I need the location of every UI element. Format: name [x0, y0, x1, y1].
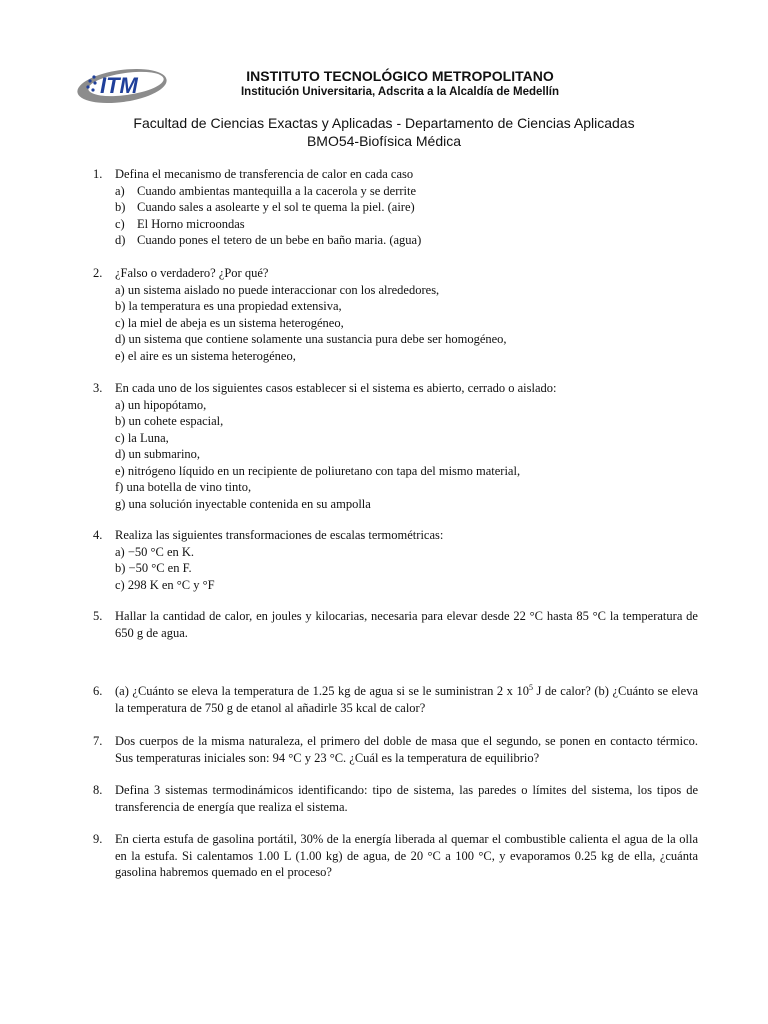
sub-item: a) un hipopótamo,	[115, 397, 207, 412]
question-text-part: J de calor? (b) ¿Cuánto se eleva la temperatura de 750 g de etanol al añadirle 35 kcal de calor?	[115, 684, 698, 715]
sub-item-text: Cuando pones el tetero de un bebe en baño maria. (agua)	[137, 233, 422, 247]
sub-item-text: Cuando sales a asolearte y el sol te quema la piel. (aire)	[137, 200, 415, 214]
question-8	[93, 782, 698, 815]
question-3	[93, 380, 698, 512]
question-number: 2.	[93, 266, 103, 280]
institution-name: INSTITUTO TECNOLÓGICO METROPOLITANO	[246, 68, 554, 84]
sub-item: b) −50 °C en F.	[115, 561, 192, 575]
question-text-part: (a) ¿Cuánto se eleva la temperatura de 1.25 kg de agua si se le suministran 2 x 10	[115, 684, 529, 698]
course-title: BMO54-Biofísica Médica	[306, 133, 462, 149]
question-6	[93, 683, 698, 716]
question-4	[93, 527, 698, 593]
sub-item-label: c)	[115, 216, 125, 231]
question-text: Realiza las siguientes transformaciones de escalas termométricas:	[115, 528, 444, 542]
question-text: Dos cuerpos de la misma naturaleza, el primero del doble de masa que el segundo, se ponen en contacto térmico. Sus temperaturas iniciales son: 94 °C y 23 °C. ¿Cuál es la temperatura de equilibrio?	[115, 734, 698, 765]
question-text: Hallar la cantidad de calor, en joules y kilocarias, necesaria para elevar desde 22 °C hasta 85 °C la temperatura de 650 g de agua.	[115, 609, 698, 640]
sub-item: a) un sistema aislado no puede interaccionar con los alrededores,	[115, 282, 440, 297]
sub-item-label: b)	[115, 200, 126, 214]
exponent: 5	[528, 682, 533, 692]
question-text: En cada uno de los siguientes casos establecer si el sistema es abierto, cerrado o aislado:	[115, 381, 557, 395]
sub-item: b) un cohete espacial,	[115, 414, 224, 428]
sub-item-label: a)	[115, 183, 125, 198]
question-text: En cierta estufa de gasolina portátil, 30% de la energía liberada al quemar el combustible calienta el agua de la olla en la estufa. Si calentamos 1.00 L (1.00 kg) de agua, de 20 °C a 100 °C, y evaporamos 0.25 kg de ella, ¿cuánta gasolina habremos quemado en el proceso?	[115, 832, 698, 879]
question-number: 7.	[93, 734, 103, 748]
question-1	[93, 166, 698, 249]
question-number: 4.	[93, 528, 103, 542]
sub-item: d) un sistema que contiene solamente una sustancia pura debe ser homogéneo,	[115, 332, 507, 346]
sub-item: a) −50 °C en K.	[115, 544, 195, 559]
question-2	[93, 265, 698, 364]
itm-logo-graphic	[76, 64, 172, 106]
sub-item: f) una botella de vino tinto,	[115, 480, 252, 494]
question-number: 9.	[93, 832, 103, 846]
sub-item: e) el aire es un sistema heterogéneo,	[115, 348, 296, 363]
question-number: 1.	[93, 167, 103, 181]
sub-item-text: Cuando ambientas mantequilla a la cacerola y se derrite	[137, 183, 417, 198]
question-text: Defina 3 sistemas termodinámicos identificando: tipo de sistema, las paredes o límites del sistema, los tipos de transferencia de energía que realiza el sistema.	[115, 783, 698, 814]
itm-logo	[76, 64, 172, 106]
sub-item: g) una solución inyectable contenida en su ampolla	[115, 496, 371, 511]
question-text: ¿Falso o verdadero? ¿Por qué?	[115, 266, 269, 280]
logo-text: ITM	[100, 73, 138, 98]
sub-item: c) 298 K en °C y °F	[115, 577, 215, 592]
question-number: 6.	[93, 684, 103, 698]
sub-item	[115, 232, 698, 249]
question-number: 5.	[93, 609, 103, 623]
sub-item	[115, 183, 698, 200]
question-text	[115, 683, 698, 716]
question-5	[93, 608, 698, 641]
institution-subtitle: Institución Universitaria, Adscrita a la Alcaldía de Medellín	[240, 86, 560, 98]
sub-item: c) la Luna,	[115, 430, 169, 445]
question-9	[93, 831, 698, 881]
sub-item: b) la temperatura es una propiedad extensiva,	[115, 299, 342, 313]
sub-item	[115, 199, 698, 216]
question-text: Defina el mecanismo de transferencia de calor en cada caso	[115, 167, 414, 181]
sub-item-text: El Horno microondas	[137, 216, 245, 231]
sub-item: c) la miel de abeja es un sistema heterogéneo,	[115, 315, 344, 330]
sub-item: d) un submarino,	[115, 447, 201, 461]
sub-item-label: d)	[115, 233, 126, 247]
sub-item: e) nitrógeno líquido en un recipiente de poliuretano con tapa del mismo material,	[115, 463, 521, 478]
question-7	[93, 733, 698, 766]
question-number: 8.	[93, 783, 103, 797]
question-number: 3.	[93, 381, 103, 395]
faculty-title: Facultad de Ciencias Exactas y Aplicadas - Departamento de Ciencias Aplicadas	[133, 115, 635, 131]
sub-item	[115, 216, 698, 233]
